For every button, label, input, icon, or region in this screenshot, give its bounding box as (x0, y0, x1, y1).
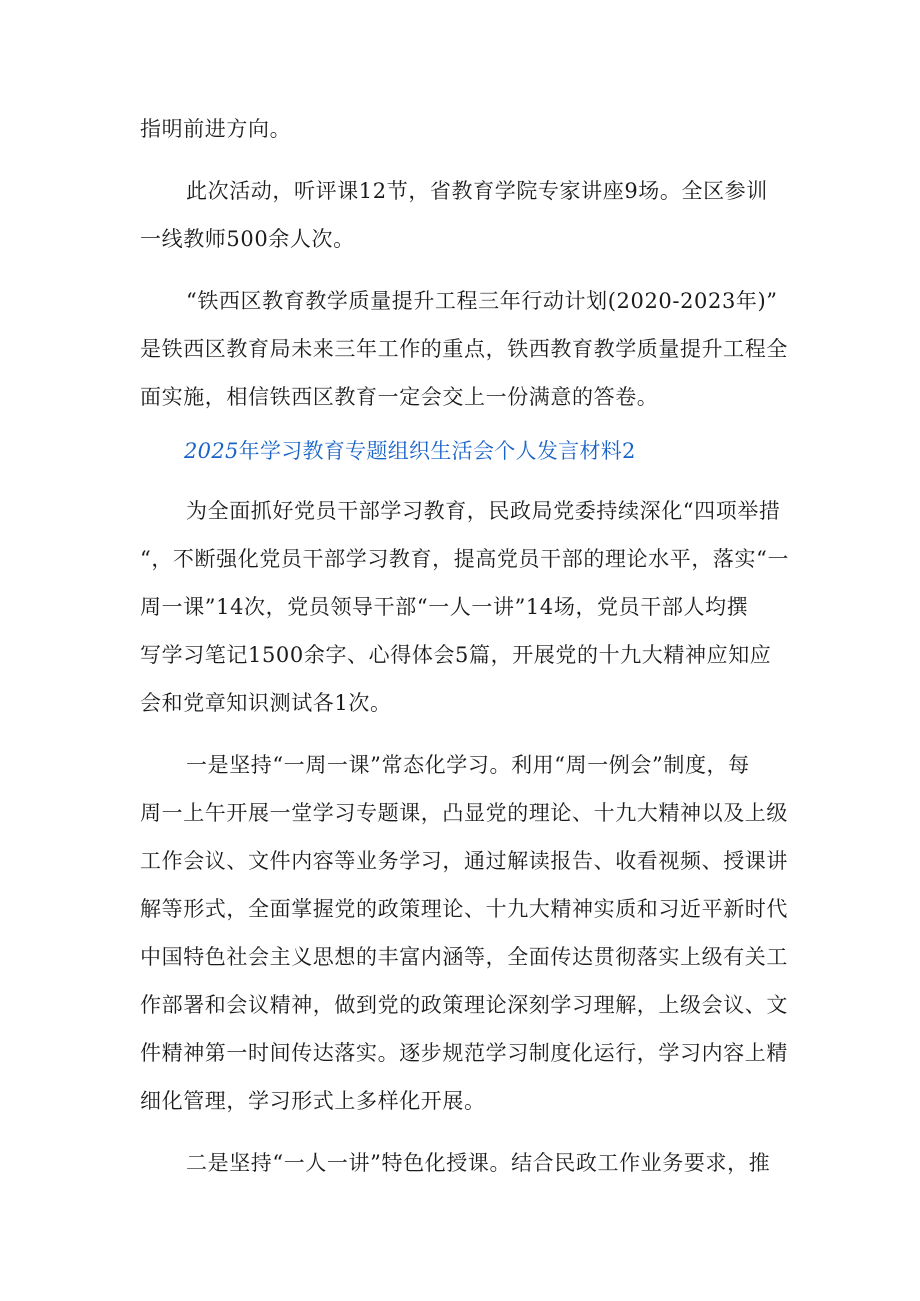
heading-text: 年学习教育专题组织生活会个人发言材料2 (238, 439, 636, 463)
paragraph-line: 一线教师500余人次。 (140, 227, 355, 251)
paragraph-line: 工作会议、文件内容等业务学习，通过解读报告、收看视频、授课讲 (140, 849, 788, 873)
paragraph-line: 解等形式，全面掌握党的政策理论、十九大精神实质和习近平新时代 (140, 897, 788, 921)
paragraph-line: 指明前进方向。 (140, 117, 292, 141)
paragraph-line: 作部署和会议精神，做到党的政策理论深刻学习理解，上级会议、文 (140, 993, 788, 1017)
paragraph-line: “，不断强化党员干部学习教育，提高党员干部的理论水平，落实“一 (140, 547, 790, 571)
paragraph-line: 中国特色社会主义思想的丰富内涵等，全面传达贯彻落实上级有关工 (140, 945, 788, 969)
heading-year: 2025 (184, 439, 239, 463)
paragraph-line: 面实施，相信铁西区教育一定会交上一份满意的答卷。 (140, 385, 659, 409)
paragraph-line: 细化管理，学习形式上多样化开展。 (140, 1089, 486, 1113)
paragraph-line: 二是坚持“一人一讲”特色化授课。结合民政工作业务要求，推 (186, 1151, 771, 1175)
paragraph-line: “铁西区教育教学质量提升工程三年行动计划(2020-2023年)” (186, 289, 778, 313)
paragraph-line: 写学习笔记1500余字、心得体会5篇，开展党的十九大精神应知应 (140, 643, 772, 667)
paragraph-line: 周一上午开展一堂学习专题课，凸显党的理论、十九大精神以及上级 (140, 801, 788, 825)
paragraph-line: 为全面抓好党员干部学习教育，民政局党委持续深化“四项举措 (186, 499, 781, 523)
section-heading (184, 436, 636, 466)
paragraph-line: 会和党章知识测试各1次。 (140, 691, 392, 715)
paragraph-line: 周一课”14次，党员领导干部“一人一讲”14场，党员干部人均撰 (140, 595, 749, 619)
paragraph-line: 一是坚持“一周一课”常态化学习。利用“周一例会”制度，每 (186, 753, 750, 777)
paragraph-line: 件精神第一时间传达落实。逐步规范学习制度化运行，学习内容上精 (140, 1041, 788, 1065)
paragraph-line: 是铁西区教育局未来三年工作的重点，铁西教育教学质量提升工程全 (140, 337, 788, 361)
paragraph-line: 此次活动，听评课12节，省教育学院专家讲座9场。全区参训 (186, 179, 768, 203)
